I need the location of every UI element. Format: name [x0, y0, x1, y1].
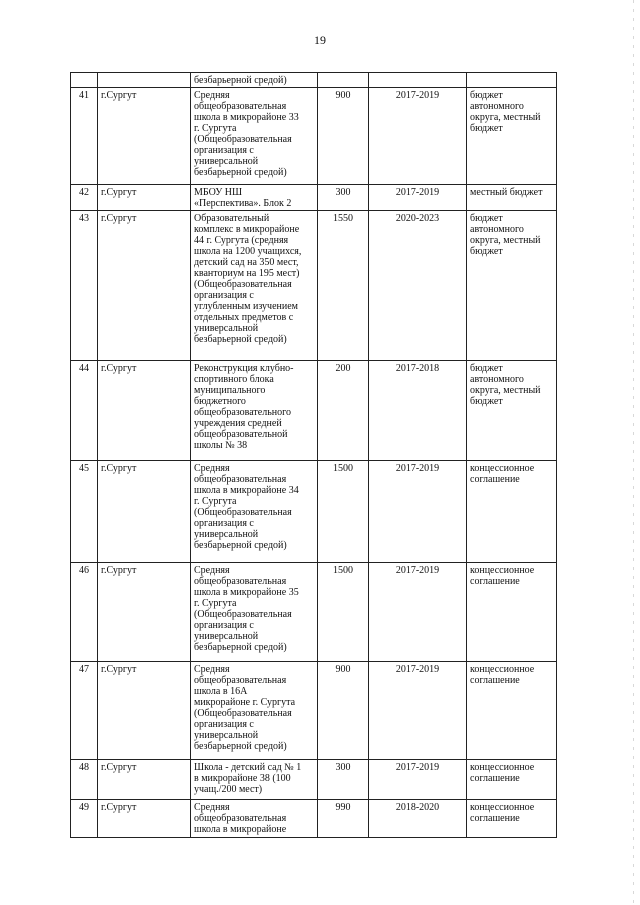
object-cell: безбарьерной средой) — [191, 73, 318, 88]
row-number: 49 — [71, 800, 98, 838]
object-cell: Средняя общеобразовательная школа в 16А микрорайоне г. Сургута (Общеобразовательная организация с универсальной безбарьерной средой) — [191, 662, 318, 760]
page-number: 19 — [314, 33, 326, 47]
city-cell: г.Сургут — [98, 800, 191, 838]
city-cell: г.Сургут — [98, 461, 191, 563]
row-number: 48 — [71, 760, 98, 800]
row-number: 41 — [71, 88, 98, 185]
period-cell: 2017-2018 — [369, 361, 467, 461]
capacity-cell: 300 — [318, 185, 369, 211]
table-row — [71, 662, 557, 760]
object-cell: Реконструкция клубно- спортивного блока муниципального бюджетного общеобразовательного учреждения средней общеобразовательной школы № 38 — [191, 361, 318, 461]
object-cell: Средняя общеобразовательная школа в микрорайоне — [191, 800, 318, 838]
capacity-cell: 200 — [318, 361, 369, 461]
row-number: 42 — [71, 185, 98, 211]
capacity-cell: 1550 — [318, 211, 369, 361]
funding-cell: концессионное соглашение — [467, 800, 557, 838]
row-number: 47 — [71, 662, 98, 760]
period-cell: 2017-2019 — [369, 760, 467, 800]
funding-cell: бюджет автономного округа, местный бюджет — [467, 88, 557, 185]
table-row — [71, 88, 557, 185]
object-cell: Школа - детский сад № 1 в микрорайоне 38 (100 учащ./200 мест) — [191, 760, 318, 800]
city-cell: г.Сургут — [98, 211, 191, 361]
city-cell: г.Сургут — [98, 88, 191, 185]
capacity-cell — [318, 73, 369, 88]
capacity-cell: 1500 — [318, 461, 369, 563]
capacity-cell: 900 — [318, 88, 369, 185]
capacity-cell: 900 — [318, 662, 369, 760]
funding-cell: местный бюджет — [467, 185, 557, 211]
capacity-cell: 1500 — [318, 563, 369, 662]
row-number: 45 — [71, 461, 98, 563]
funding-cell: концессионное соглашение — [467, 760, 557, 800]
table-row — [71, 563, 557, 662]
funding-cell: концессионное соглашение — [467, 563, 557, 662]
city-cell: г.Сургут — [98, 563, 191, 662]
funding-cell: концессионное соглашение — [467, 662, 557, 760]
funding-cell: бюджет автономного округа, местный бюджет — [467, 211, 557, 361]
city-cell: г.Сургут — [98, 361, 191, 461]
period-cell: 2017-2019 — [369, 563, 467, 662]
period-cell: 2017-2019 — [369, 185, 467, 211]
period-cell: 2020-2023 — [369, 211, 467, 361]
table-row — [71, 361, 557, 461]
object-cell: МБОУ НШ «Перспектива». Блок 2 — [191, 185, 318, 211]
city-cell: г.Сургут — [98, 662, 191, 760]
object-cell: Образовательный комплекс в микрорайоне 44 г. Сургута (средняя школа на 1200 учащихся, детский сад на 350 мест, кванториум на 195 мест) (Общеобразовательная организация с углубленным изучением отдельных предметов с универсальной безбарьерной средой) — [191, 211, 318, 361]
funding-cell: концессионное соглашение — [467, 461, 557, 563]
row-number: 46 — [71, 563, 98, 662]
capacity-cell: 990 — [318, 800, 369, 838]
object-cell: Средняя общеобразовательная школа в микрорайоне 35 г. Сургута (Общеобразовательная организация с универсальной безбарьерной средой) — [191, 563, 318, 662]
table-row — [71, 800, 557, 838]
row-number: 43 — [71, 211, 98, 361]
scan-edge-mark — [633, 0, 634, 905]
period-cell — [369, 73, 467, 88]
table-row — [71, 760, 557, 800]
funding-cell — [467, 73, 557, 88]
funding-cell: бюджет автономного округа, местный бюджет — [467, 361, 557, 461]
capacity-cell: 300 — [318, 760, 369, 800]
table-row — [71, 73, 557, 88]
city-cell: г.Сургут — [98, 185, 191, 211]
object-cell: Средняя общеобразовательная школа в микрорайоне 34 г. Сургута (Общеобразовательная организация с универсальной безбарьерной средой) — [191, 461, 318, 563]
period-cell: 2018-2020 — [369, 800, 467, 838]
object-cell: Средняя общеобразовательная школа в микрорайоне 33 г. Сургута (Общеобразовательная организация с универсальной безбарьерной средой) — [191, 88, 318, 185]
city-cell: г.Сургут — [98, 760, 191, 800]
row-number: 44 — [71, 361, 98, 461]
table-row — [71, 211, 557, 361]
period-cell: 2017-2019 — [369, 662, 467, 760]
period-cell: 2017-2019 — [369, 88, 467, 185]
city-cell — [98, 73, 191, 88]
period-cell: 2017-2019 — [369, 461, 467, 563]
table-row — [71, 461, 557, 563]
row-number — [71, 73, 98, 88]
objects-table — [70, 72, 557, 838]
table-row — [71, 185, 557, 211]
